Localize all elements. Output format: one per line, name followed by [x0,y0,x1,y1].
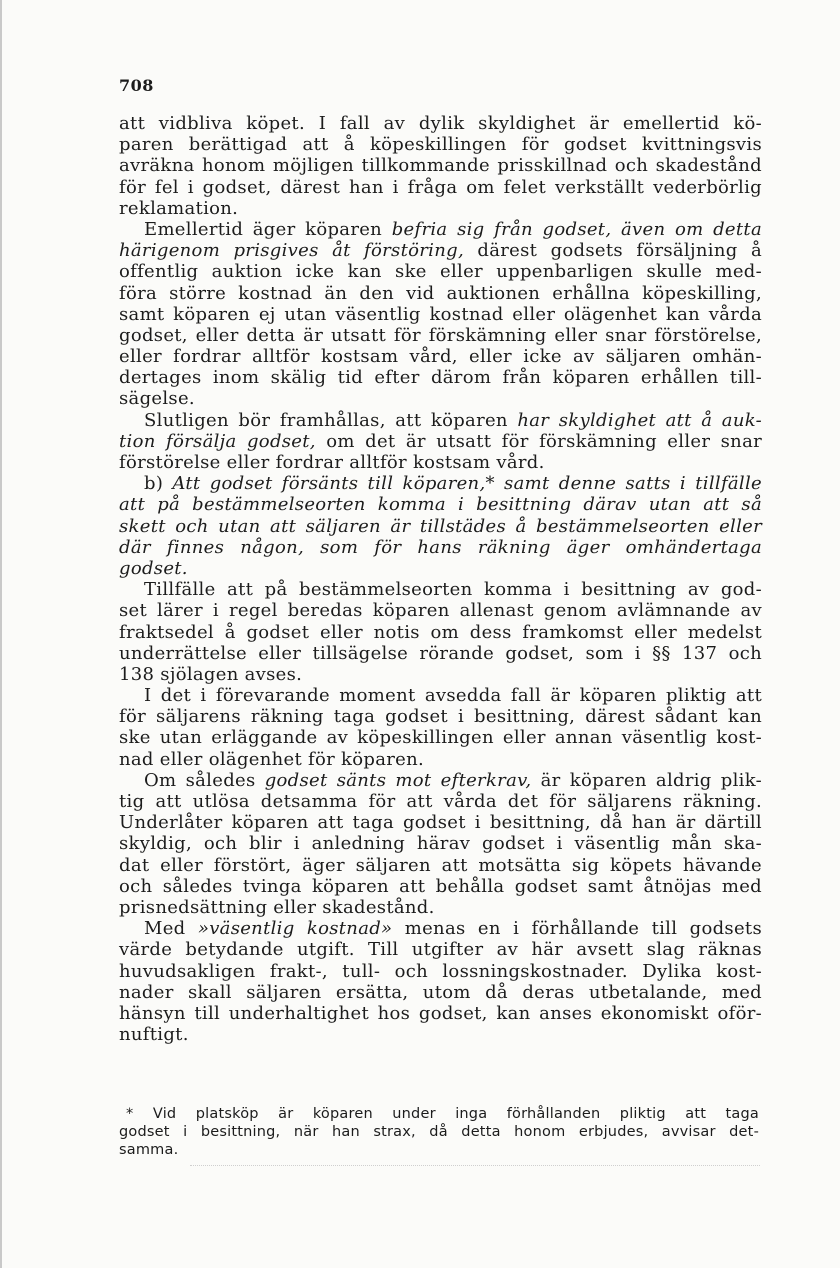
text-segment: fraktsedel å godset eller notis om dess framkomst eller medelst [119,621,762,643]
text-segment: värde betydande utgift. Till utgifter av här avsett slag räknas [119,939,762,961]
text-line [119,876,762,897]
text-segment: dertages inom skälig tid efter därom från köparen erhållen till- [119,367,762,389]
text-line [119,982,762,1003]
text-line [119,240,762,261]
text-segment: därest godsets försäljning å [463,240,762,262]
text-segment: Underlåter köparen att taga godset i besittning, då han är därtill [119,812,762,834]
italic-text-segment: där finnes någon, som för hans räkning äger omhändertaga [119,536,762,558]
text-segment: ske utan erläggande av köpeskillingen eller annan väsentlig kost- [119,727,762,749]
text-segment: är köparen aldrig plik- [531,769,763,791]
text-line [119,579,762,600]
text-line [119,537,762,558]
text-line [119,283,762,304]
text-line [119,134,762,155]
text-segment: * [485,473,505,495]
text-segment: förstörelse eller fordrar alltför kostsam vård. [119,452,545,473]
footnote-divider-dots [190,1165,760,1167]
text-segment: huvudsakligen frakt-, tull- och lossningskostnader. Dylika kost- [119,960,762,982]
text-segment: set lärer i regel beredas köparen allenast genom avlämnande av [119,600,762,622]
text-segment: avräkna honom möjligen tillkommande prisskillnad och skadestånd [119,155,762,177]
text-line [119,325,762,346]
text-segment: samt köparen ej utan väsentlig kostnad eller olägenhet kan vårda [119,303,762,325]
text-segment: dat eller förstört, äger säljaren att motsätta sig köpets hävande [119,854,762,876]
italic-text-segment: Att godset försänts till köparen, [172,473,486,495]
text-line [119,749,762,770]
text-line [119,410,762,431]
text-line [119,961,762,982]
text-line [119,727,762,748]
text-segment: för fel i godset, därest han i fråga om felet verkställt vederbörlig [119,176,762,198]
text-line [119,706,762,727]
footnote-line: godset i besittning, när han strax, då detta honom erbjudes, avvisar det- [119,1124,759,1140]
text-line [119,431,762,452]
text-line [119,177,762,198]
text-segment: nuftigt. [119,1024,189,1046]
text-segment: 138 sjölagen avses. [119,663,303,685]
text-segment: skyldig, och blir i anledning härav godset i väsentlig mån ska- [119,833,762,855]
text-line [119,219,762,240]
text-line [119,113,762,134]
text-line [119,664,762,685]
text-line [119,198,762,219]
text-line [119,600,762,621]
text-line [119,897,762,918]
text-segment: menas en i förhållande till godsets [392,918,762,940]
text-line [119,388,762,409]
text-segment: nad eller olägenhet för köparen. [119,748,424,770]
footnote-line: * Vid platsköp är köparen under inga förhållanden pliktig att taga [126,1106,759,1122]
text-segment: och således tvinga köparen att behålla godset samt åtnöjas med [119,875,762,897]
text-line [119,643,762,664]
text-segment: föra större kostnad än den vid auktionen erhållna köpeskilling, [119,282,762,304]
footnote [119,1105,759,1159]
text-line [119,791,762,812]
text-segment: eller fordrar alltför kostsam vård, eller icke av säljaren omhän- [119,346,762,368]
text-segment: Med [144,918,198,940]
italic-text-segment: godset. [119,557,188,579]
italic-text-segment: skett och utan att säljaren är tillstädes å bestämmelseorten eller [119,515,762,537]
text-line [119,1024,762,1045]
text-segment: prisnedsättning eller skadestånd. [119,896,435,918]
body-text [119,113,762,1045]
footnote-line: samma. [119,1142,179,1158]
text-line [119,939,762,960]
text-segment: godset, eller detta är utsatt för förskämning eller snar förstörelse, [119,324,762,346]
text-line [119,473,762,494]
text-line [119,918,762,939]
italic-text-segment: befria sig från godset, även om detta [391,218,762,240]
italic-text-segment: tion försälja godset, [119,430,316,452]
text-segment: reklamation. [119,197,239,219]
text-segment: b) [144,473,173,495]
text-line [119,1003,762,1024]
text-line [119,516,762,537]
text-line [119,367,762,388]
text-segment: Emellertid äger köparen [144,218,392,240]
page-number: 708 [119,76,154,95]
text-segment: I det i förevarande moment avsedda fall är köparen pliktig att [144,685,762,707]
text-segment: Tillfälle att på bestämmelseorten komma i besittning av god- [144,579,762,601]
text-segment: Om således [144,769,265,791]
text-segment: för säljarens räkning taga godset i besittning, därest sådant kan [119,706,762,728]
text-line [119,685,762,706]
italic-text-segment: har skyldighet att å auk- [517,409,763,431]
italic-text-segment: »väsentlig kostnad» [197,918,393,940]
text-segment: att vidbliva köpet. I fall av dylik skyldighet är emellertid kö- [119,113,762,134]
text-segment: sägelse. [119,388,195,410]
text-line [119,558,762,579]
italic-text-segment: härigenom prisgives åt förstöring, [119,240,464,262]
italic-text-segment: att på bestämmelseorten komma i besittning därav utan att så [119,494,762,516]
text-line [119,346,762,367]
italic-text-segment: godset sänts mot efterkrav, [264,769,532,791]
text-segment: offentlig auktion icke kan ske eller uppenbarligen skulle med- [119,261,762,283]
text-line [119,261,762,282]
text-segment: tig att utlösa detsamma för att vårda det för säljarens räkning. [119,791,762,812]
text-line [119,622,762,643]
italic-text-segment: samt denne satts i tillfälle [504,473,763,495]
text-segment: nader skall säljaren ersätta, utom då deras utbetalande, med [119,981,762,1003]
text-line [119,155,762,176]
text-segment: underrättelse eller tillsägelse rörande godset, som i §§ 137 och [119,642,762,664]
text-line [119,304,762,325]
text-line [119,812,762,833]
text-segment: paren berättigad att å köpeskillingen för godset kvittningsvis [119,134,762,156]
text-line [119,494,762,515]
text-line [119,855,762,876]
text-line [119,770,762,791]
page-edge [0,0,2,1268]
text-segment: hänsyn till underhaltighet hos godset, kan anses ekonomiskt oför- [119,1002,762,1024]
text-line [119,452,762,473]
text-line [119,833,762,854]
text-segment: om det är utsatt för förskämning eller snar [315,430,763,452]
text-segment: Slutligen bör framhållas, att köparen [144,409,518,431]
